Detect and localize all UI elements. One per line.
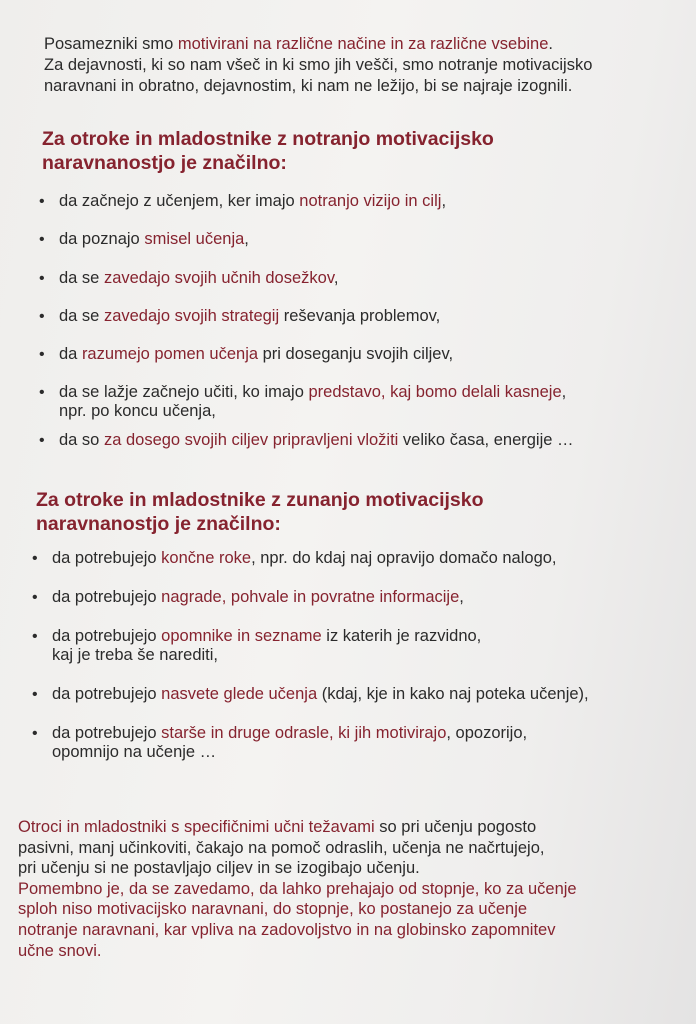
intro-paragraph: [44, 34, 664, 97]
intro-text: .: [548, 35, 554, 53]
item-highlight: smisel učenja: [144, 230, 245, 248]
bullet-icon: •: [32, 589, 38, 606]
item-highlight: starše in druge odrasle, ki jih motivirajo: [161, 724, 447, 742]
item-highlight: nasvete glede učenja: [161, 685, 318, 703]
item-highlight: notranjo vizijo in cilj: [299, 192, 442, 210]
bullet-icon: •: [32, 550, 38, 567]
list-item: [32, 724, 527, 762]
list-item: [39, 307, 440, 326]
item-text-end: , npr. do kdaj naj opravijo domačo nalogo,: [251, 549, 557, 567]
item-highlight: opomnike in sezname: [161, 627, 322, 645]
outro-line-6: notranje naravnani, kar vpliva na zadovoljstvo in na globinsko zapomnitev: [18, 920, 556, 939]
bullet-icon: •: [39, 270, 45, 287]
item-text: da potrebujejo: [52, 549, 162, 567]
list-item: [39, 192, 446, 211]
list-item: [39, 383, 566, 421]
intro-text: Posamezniki smo: [44, 35, 178, 53]
outro-line-1: [18, 817, 678, 838]
item-text-end: ,: [459, 588, 464, 606]
item-highlight: zavedajo svojih učnih dosežkov: [103, 269, 334, 287]
item-continuation: kaj je treba še narediti,: [52, 646, 219, 664]
section1-heading: [42, 127, 682, 175]
item-text: da potrebujejo: [52, 685, 162, 703]
item-highlight: končne roke: [161, 549, 252, 567]
intro-line-1: [44, 34, 664, 55]
item-text: da potrebujejo: [52, 588, 162, 606]
item-text: da se: [59, 269, 104, 287]
item-text-end: ,: [244, 230, 249, 248]
section1-heading-line-2: naravnanostjo je značilno:: [42, 152, 287, 174]
outro-line-3: pri učenju si ne postavljajo ciljev in se izogibajo učenju.: [18, 859, 420, 878]
item-text-end: ,: [561, 383, 567, 401]
highlighted-phrase: Otroci in mladostniki s specifičnimi učni težavami: [18, 818, 375, 836]
bullet-icon: •: [39, 432, 45, 449]
item-text: da so: [59, 431, 104, 449]
item-highlight: za dosego svojih ciljev pripravljeni vložiti: [103, 431, 399, 449]
outro-text: so pri učenju pogosto: [374, 818, 537, 836]
intro-line-3: naravnani in obratno, dejavnostim, ki nam ne ležijo, bi se najraje izognili.: [44, 77, 573, 95]
item-highlight: predstavo, kaj bomo delali kasneje: [308, 383, 562, 401]
list-item: [32, 549, 557, 568]
list-item: [32, 685, 589, 704]
highlighted-phrase: motivirani na različne načine in za različne vsebine: [177, 35, 549, 53]
item-highlight: zavedajo svojih strategij: [103, 307, 280, 325]
item-text: da začnejo z učenjem, ker imajo: [59, 192, 300, 210]
outro-line-2: pasivni, manj učinkoviti, čakajo na pomoč odraslih, učenja ne načrtujejo,: [18, 838, 545, 857]
bullet-icon: •: [32, 628, 38, 645]
item-text: da se: [59, 307, 104, 325]
bullet-icon: •: [39, 231, 45, 248]
item-text: da se lažje začnejo učiti, ko imajo: [59, 383, 309, 401]
bullet-icon: •: [39, 193, 45, 210]
bullet-icon: •: [39, 308, 45, 325]
bullet-icon: •: [32, 725, 38, 742]
list-item: [39, 345, 453, 364]
outro-line-7: učne snovi.: [18, 941, 102, 960]
outro-paragraph: [18, 817, 678, 961]
list-item: [39, 431, 574, 450]
intro-line-2: Za dejavnosti, ki so nam všeč in ki smo jih vešči, smo notranje motivacijsko: [44, 56, 593, 74]
item-text-end: (kdaj, kje in kako naj poteka učenje),: [317, 685, 589, 703]
item-text-end: reševanja problemov,: [279, 307, 441, 325]
item-continuation: npr. po koncu učenja,: [59, 402, 216, 420]
section2-heading-line-1: Za otroke in mladostnike z zunanjo motivacijsko: [36, 489, 484, 511]
item-text-end: pri doseganju svojih ciljev,: [258, 345, 454, 363]
section2-heading-line-2: naravnanostjo je značilno:: [36, 513, 281, 535]
list-item: [39, 230, 249, 249]
bullet-icon: •: [39, 346, 45, 363]
item-text-end: ,: [333, 269, 339, 287]
item-highlight: nagrade, pohvale in povratne informacije: [161, 588, 460, 606]
item-text-end: veliko časa, energije …: [398, 431, 574, 449]
item-text: da poznajo: [59, 230, 145, 248]
list-item: [32, 627, 481, 665]
outro-line-4: Pomembno je, da se zavedamo, da lahko prehajajo od stopnje, ko za učenje: [18, 879, 577, 898]
item-text-end: iz katerih je razvidno,: [321, 627, 482, 645]
section2-heading: [36, 488, 676, 536]
item-text-end: , opozorijo,: [446, 724, 528, 742]
bullet-icon: •: [32, 686, 38, 703]
item-text: da potrebujejo: [52, 627, 162, 645]
bullet-icon: •: [39, 384, 45, 401]
item-highlight: razumejo pomen učenja: [81, 345, 259, 363]
section1-heading-line-1: Za otroke in mladostnike z notranjo motivacijsko: [42, 128, 494, 150]
item-text-end: ,: [441, 192, 447, 210]
list-item: [39, 269, 338, 288]
item-text: da: [59, 345, 82, 363]
outro-line-5: sploh niso motivacijsko naravnani, do stopnje, ko postanejo za učenje: [18, 900, 528, 919]
item-text: da potrebujejo: [52, 724, 162, 742]
item-continuation: opomnijo na učenje …: [52, 743, 217, 761]
list-item: [32, 588, 464, 607]
